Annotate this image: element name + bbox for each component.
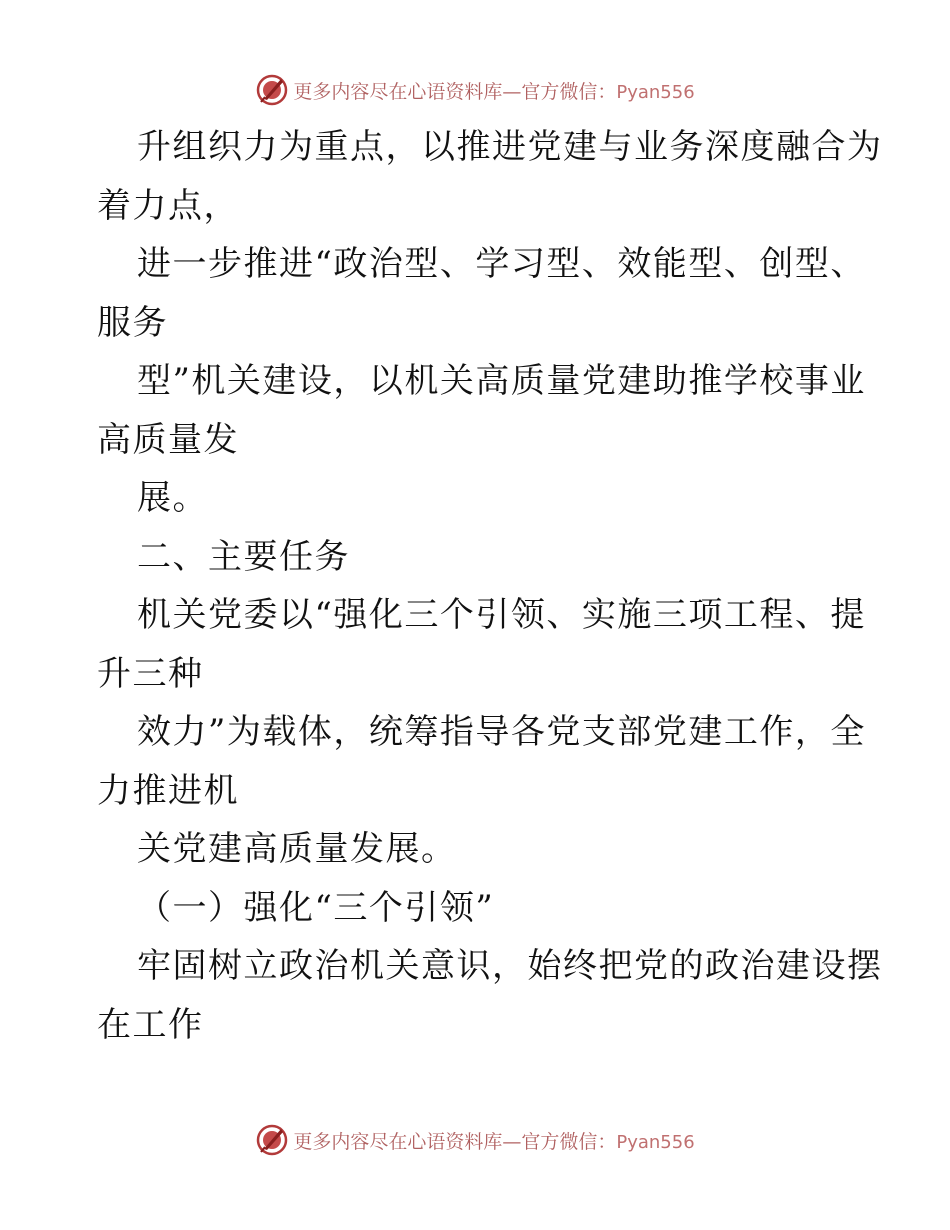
text-line: （一）强化“三个引领” — [137, 887, 495, 928]
text-line: 着力点， — [97, 185, 239, 226]
wechat-id: Pyan556 — [616, 81, 695, 103]
wechat-id: Pyan556 — [616, 1131, 695, 1153]
quill-pen-logo-icon — [255, 73, 289, 107]
text-line: 效力”为载体，统筹指导各党支部党建工作，全 — [137, 712, 866, 752]
text-line: 关党建高质量发展。 — [137, 829, 457, 869]
text-line: 型”机关建设，以机关高质量党建助推学校事业 — [137, 361, 866, 401]
text-line: 升三种 — [97, 653, 204, 694]
text-line: 服务 — [97, 302, 168, 343]
text-line: 牢固树立政治机关意识，始终把党的政治建设摆 — [137, 946, 883, 986]
text-line: 力推进机 — [97, 770, 239, 811]
text-line: 高质量发 — [97, 419, 239, 460]
header-banner — [0, 70, 950, 110]
text-line: 在工作 — [97, 1004, 204, 1045]
header-banner-text: 更多内容尽在心语资料库—官方微信：Pyan556 — [293, 80, 695, 103]
document-body — [97, 118, 883, 1054]
footer-banner-text: 更多内容尽在心语资料库—官方微信：Pyan556 — [293, 1130, 695, 1153]
footer-banner — [0, 1120, 950, 1160]
text-line: 二、主要任务 — [137, 536, 350, 577]
text-line: 升组织力为重点，以推进党建与业务深度融合为 — [137, 127, 883, 167]
text-line: 进一步推进“政治型、学习型、效能型、创型、 — [137, 244, 866, 284]
quill-pen-logo-icon — [255, 1123, 289, 1157]
text-line: 机关党委以“强化三个引领、实施三项工程、提 — [137, 595, 866, 635]
text-line: 展。 — [137, 478, 208, 518]
